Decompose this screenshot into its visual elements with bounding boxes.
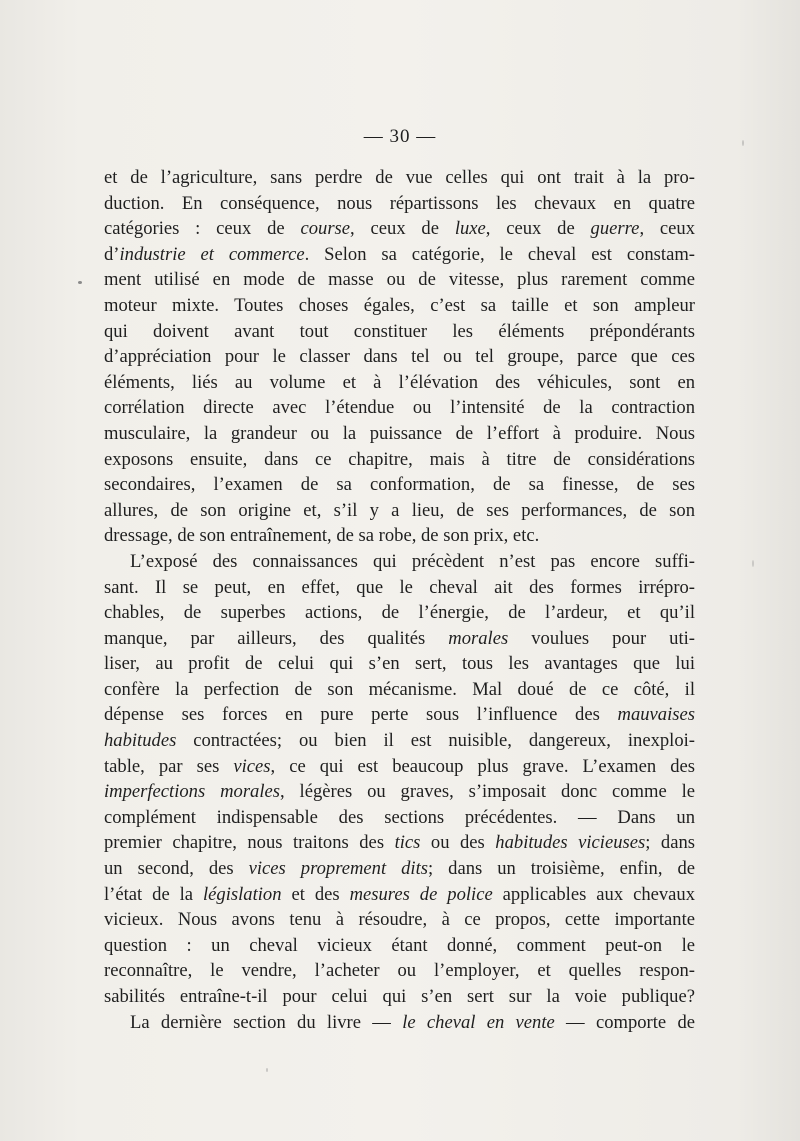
text-line [104, 779, 695, 805]
text-segment: , ceux de [485, 218, 591, 240]
text-segment: moteur mixte. Toutes choses égales, c’est sa taille et son ampleur [104, 294, 695, 316]
text-segment: chables, de superbes actions, de l’énergie, de l’ardeur, et qu’il [104, 602, 695, 624]
scan-speck [752, 560, 754, 567]
body-text [104, 165, 695, 1035]
text-segment: applicables aux chevaux [492, 883, 696, 905]
text-line [104, 165, 695, 191]
text-segment: , ce qui est beaucoup plus grave. L’examen des [270, 755, 695, 777]
text-segment: contractées; ou bien il est nuisible, dangereux, inexploi- [176, 730, 695, 752]
text-line [104, 830, 695, 856]
italic-text: industrie et commerce [119, 243, 305, 265]
text-segment: , ceux [639, 218, 696, 240]
text-segment: corrélation directe avec l’étendue ou l’intensité de la contraction [104, 397, 695, 419]
text-segment: duction. En conséquence, nous répartissons les chevaux en quatre [104, 192, 695, 214]
text-segment: ou des [420, 832, 496, 854]
italic-text: législation [203, 883, 282, 905]
text-segment: complément indispensable des sections précédentes. — Dans un [104, 806, 695, 828]
italic-text: luxe [454, 218, 486, 240]
text-segment: qui doivent avant tout constituer les éléments prépondérants [104, 320, 695, 342]
text-line [104, 395, 695, 421]
text-line [104, 677, 695, 703]
text-segment: l’état de la [104, 883, 204, 905]
text-line [104, 498, 695, 524]
text-segment: sabilités entraîne-t-il pour celui qui s’en sert sur la voie publique? [104, 986, 695, 1007]
text-line [104, 293, 695, 319]
scan-speck [78, 281, 82, 284]
text-segment: La dernière section du livre — [130, 1011, 403, 1033]
italic-text: habitudes [104, 730, 177, 752]
text-segment: ; dans un troisième, enfin, de [428, 858, 696, 880]
text-line [104, 600, 695, 626]
text-line [104, 523, 695, 549]
text-line [104, 933, 695, 959]
text-segment: L’exposé des connaissances qui précèdent n’est pas encore suffi- [130, 550, 695, 572]
text-line [104, 626, 695, 652]
italic-text: habitudes vicieuses [495, 832, 646, 854]
italic-text: mauvaises [617, 704, 695, 726]
text-line [104, 856, 695, 882]
text-line [104, 242, 695, 268]
text-line [104, 472, 695, 498]
italic-text: morales [448, 627, 509, 649]
text-segment: voulues pour uti- [508, 627, 695, 649]
text-segment: allures, de son origine et, s’il y a lieu, de ses performances, de son [104, 499, 695, 521]
text-segment: question : un cheval vicieux étant donné, comment peut-on le [104, 934, 695, 956]
scan-speck [742, 140, 744, 146]
italic-text: guerre [590, 218, 640, 240]
text-segment: dressage, de son entraînement, de sa robe, de son prix, etc. [104, 525, 540, 547]
text-line [104, 984, 695, 1010]
text-line [104, 907, 695, 933]
text-segment: table, par ses [104, 755, 234, 777]
text-segment: d’ [104, 243, 120, 265]
text-line [104, 1010, 695, 1036]
italic-text: vices [233, 755, 271, 777]
text-line [104, 651, 695, 677]
text-segment: éléments, liés au volume et à l’élévation des véhicules, sont en [104, 371, 695, 393]
text-segment: secondaires, l’examen de sa conformation, de sa finesse, de ses [104, 474, 695, 496]
text-segment: — comporte de [554, 1011, 695, 1033]
text-segment: exposons ensuite, dans ce chapitre, mais à titre de considérations [104, 448, 695, 470]
text-segment: , légères ou graves, s’imposait donc comme le [280, 781, 695, 803]
text-segment: vicieux. Nous avons tenu à résoudre, à ce propos, cette importante [104, 909, 695, 931]
text-segment: . Selon sa catégorie, le cheval est constam- [304, 243, 695, 265]
text-line [104, 216, 695, 242]
text-segment: , ceux de [350, 218, 455, 240]
text-line [104, 549, 695, 575]
text-segment: premier chapitre, nous traitons des [104, 832, 395, 854]
text-line [104, 319, 695, 345]
text-line [104, 575, 695, 601]
italic-text: le cheval en vente [402, 1011, 555, 1033]
text-segment: ; dans [645, 832, 695, 854]
text-segment: d’appréciation pour le classer dans tel ou tel groupe, parce que ces [104, 346, 695, 368]
text-line [104, 882, 695, 908]
text-line [104, 754, 695, 780]
italic-text: vices proprement dits [248, 858, 428, 880]
text-segment: ment utilisé en mode de masse ou de vitesse, plus rarement comme [104, 269, 695, 291]
scan-speck [266, 1068, 268, 1072]
text-line [104, 958, 695, 984]
text-line [104, 191, 695, 217]
text-segment: dépense ses forces en pure perte sous l’influence des [104, 704, 618, 726]
italic-text: course [300, 218, 351, 240]
text-segment: sant. Il se peut, en effet, que le cheval ait des formes irrépro- [104, 576, 695, 598]
italic-text: imperfections morales [104, 781, 281, 803]
page-number: — 30 — [363, 126, 437, 147]
text-segment: reconnaître, le vendre, l’acheter ou l’employer, et quelles respon- [104, 960, 695, 982]
text-segment: un second, des [104, 858, 249, 880]
text-segment: catégories : ceux de [104, 218, 301, 240]
italic-text: tics [394, 832, 421, 854]
text-line [104, 805, 695, 831]
text-segment: musculaire, la grandeur ou la puissance de l’effort à produire. Nous [104, 422, 695, 444]
text-line [104, 421, 695, 447]
text-line [104, 702, 695, 728]
text-line [104, 447, 695, 473]
text-segment: manque, par ailleurs, des qualités [104, 627, 449, 649]
text-line [104, 344, 695, 370]
text-segment: et des [281, 883, 350, 905]
text-segment: liser, au profit de celui qui s’en sert, tous les avantages que lui [104, 653, 695, 675]
text-line [104, 370, 695, 396]
text-line [104, 267, 695, 293]
italic-text: mesures de police [349, 883, 493, 905]
text-segment: confère la perfection de son mécanisme. Mal doué de ce côté, il [104, 678, 695, 700]
text-segment: et de l’agriculture, sans perdre de vue celles qui ont trait à la pro- [104, 167, 695, 188]
text-line [104, 728, 695, 754]
